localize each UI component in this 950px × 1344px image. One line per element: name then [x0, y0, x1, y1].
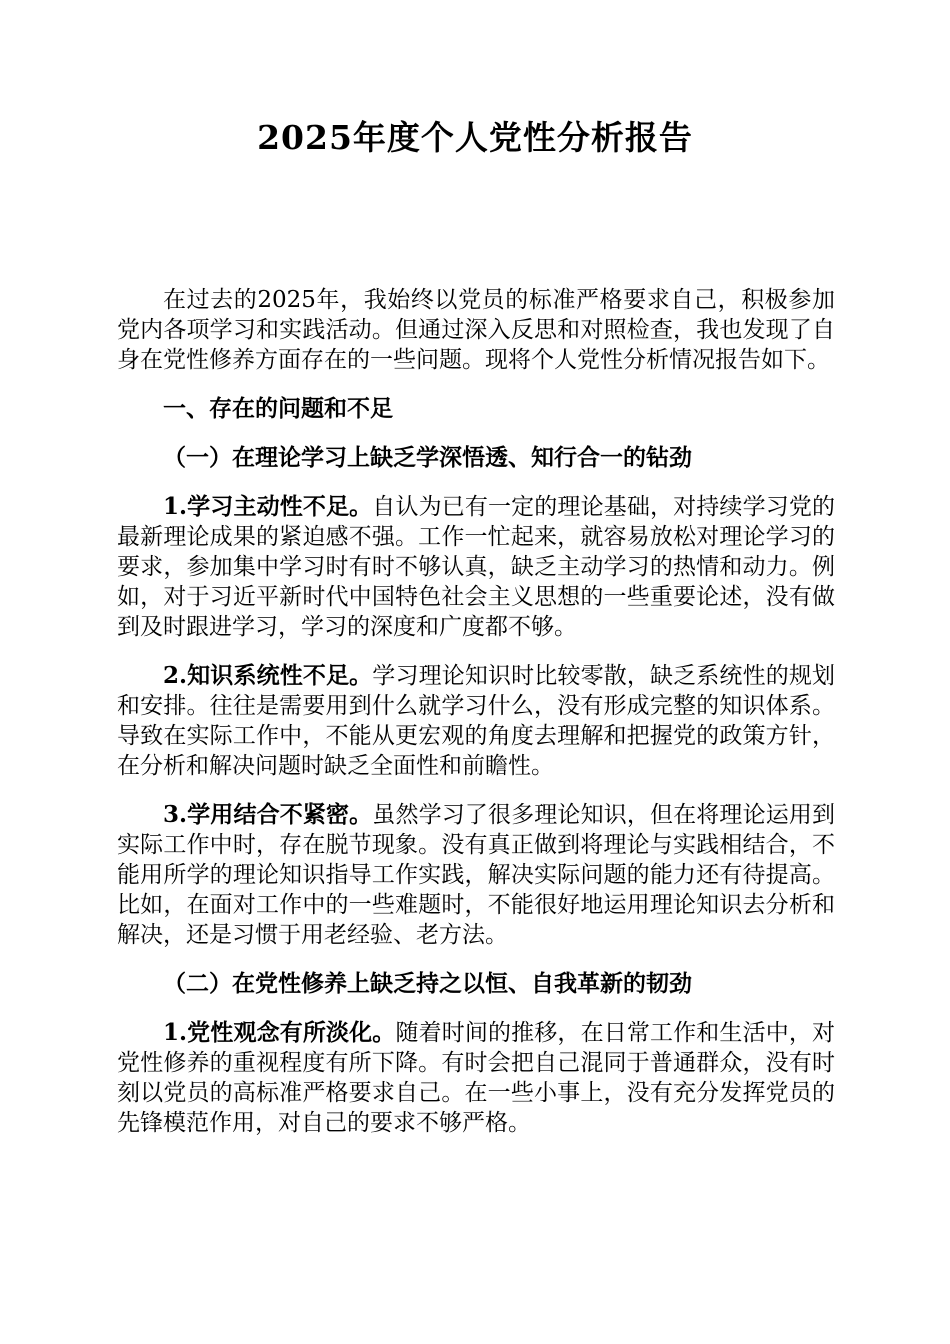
item-lead: 1.学习主动性不足。 [163, 493, 373, 520]
intro-paragraph: 在过去的2025年，我始终以党员的标准严格要求自己，积极参加党内各项学习和实践活动。但通过深入反思和对照检查，我也发现了自身在党性修养方面存在的一些问题。现将个人党性分析情况报告如下。 [117, 287, 835, 373]
list-item [117, 661, 835, 781]
document-body [117, 285, 835, 1157]
item-lead: 2.知识系统性不足。 [163, 662, 373, 689]
document-title: 2025年度个人党性分析报告 [257, 118, 693, 157]
section-heading-problems: 一、存在的问题和不足 [163, 395, 393, 422]
item-lead: 3.学用结合不紧密。 [163, 801, 373, 828]
subsection-heading-theory-study: （一）在理论学习上缺乏学深悟透、知行合一的钻劲 [163, 444, 692, 471]
item-text: 自认为已有一定的理论基础，对持续学习党的最新理论成果的紧迫感不强。工作一忙起来，就容易放松对理论学习的要求，参加集中学习时有时不够认真，缺乏主动学习的热情和动力。例如，对于习近平新时代中国特色社会主义思想的一些重要论述，没有做到及时跟进学习，学习的深度和广度都不够。 [117, 494, 836, 640]
item-text: 学习理论知识时比较零散，缺乏系统性的规划和安排。往往是需要用到什么就学习什么，没有形成完整的知识体系。导致在实际工作中，不能从更宏观的角度去理解和把握党的政策方针，在分析和解决问题时缺乏全面性和前瞻性。 [117, 663, 836, 779]
list-item [117, 492, 835, 642]
item-text: 虽然学习了很多理论知识，但在将理论运用到实际工作中时，存在脱节现象。没有真正做到将理论与实践相结合，不能用所学的理论知识指导工作实践，解决实际问题的能力还有待提高。比如，在面对工作中的一些难题时，不能很好地运用理论知识去分析和解决，还是习惯于用老经验、老方法。 [117, 802, 836, 948]
list-item [117, 1018, 835, 1138]
item-text: 随着时间的推移，在日常工作和生活中，对党性修养的重视程度有所下降。有时会把自己混同于普通群众，没有时刻以党员的高标准严格要求自己。在一些小事上，没有充分发挥党员的先锋模范作用，对自己的要求不够严格。 [117, 1020, 835, 1136]
item-lead: 1.党性观念有所淡化。 [163, 1019, 396, 1046]
subsection-heading-party-cultivation: （二）在党性修养上缺乏持之以恒、自我革新的韧劲 [163, 970, 692, 997]
list-item [117, 800, 835, 950]
